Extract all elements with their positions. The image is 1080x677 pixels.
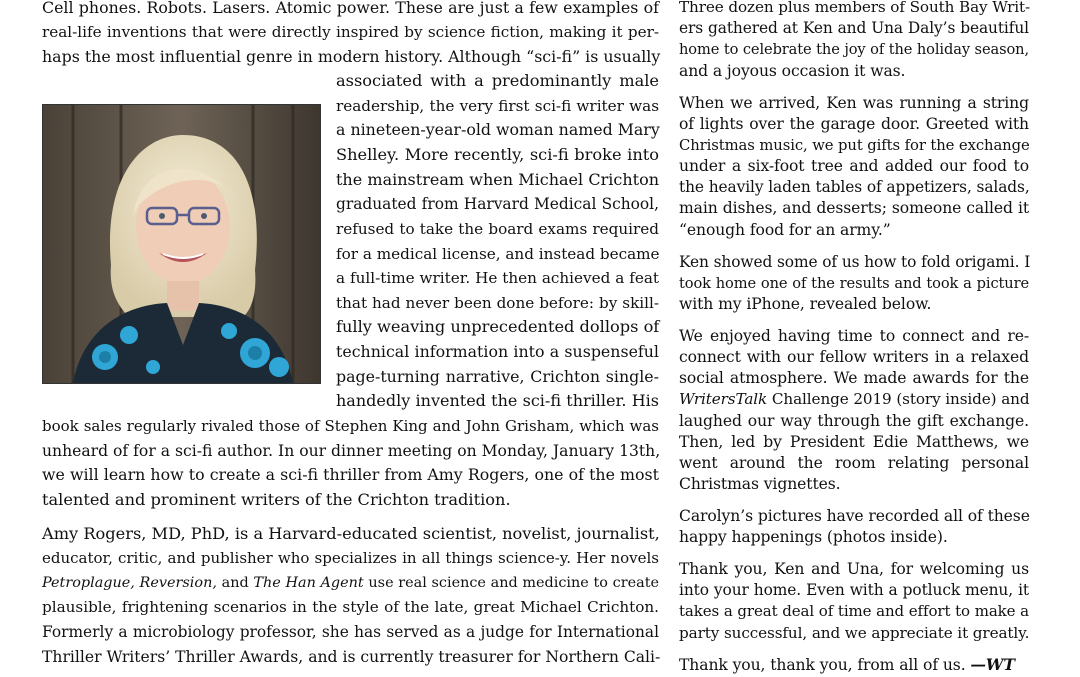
line-text: use real science and medicine to create [363, 575, 659, 591]
article-line: into your home. Even with a potluck menu, it [679, 581, 1029, 599]
conjunction-text: and [216, 575, 254, 591]
article-line: ers gathered at Ken and Una Daly’s beautiful [679, 19, 1029, 37]
article-line: book sales regularly rivaled those of Stephen King and John Grisham, which was [42, 417, 659, 435]
article-line: Carolyn’s pictures have recorded all of these [679, 507, 1030, 525]
closing-text: Thank you, thank you, from all of us. [679, 656, 971, 674]
article-line: plausible, frightening scenarios in the style of the late, great Michael Crichton. [42, 598, 659, 616]
article-line: associated with a predominantly male [336, 71, 659, 90]
article-line: Cell phones. Robots. Lasers. Atomic power. These are just a few examples of [42, 0, 659, 17]
article-line: We enjoyed having time to connect and re- [679, 327, 1029, 345]
article-line: handedly invented the sci-fi thriller. His [336, 391, 659, 410]
article-line: a full-time writer. He then achieved a feat [336, 269, 659, 287]
article-line: we will learn how to create a sci-fi thriller from Amy Rogers, one of the most [42, 465, 659, 484]
article-line: Christmas vignettes. [679, 475, 841, 493]
article-line: for a medical license, and instead became [336, 245, 660, 263]
article-line: Then, led by President Edie Matthews, we [679, 433, 1029, 451]
article-line: Christmas music, we put gifts for the exchange [679, 137, 1030, 154]
article-line: Thank you, Ken and Una, for welcoming us [679, 560, 1029, 578]
article-line: Shelley. More recently, sci-fi broke into [336, 145, 659, 164]
article-line: with my iPhone, revealed below. [679, 295, 932, 313]
article-line: took home one of the results and took a picture [679, 275, 1029, 292]
author-portrait-photo [42, 104, 321, 384]
article-line: happy happenings (photos inside). [679, 528, 948, 546]
article-line: Ken showed some of us how to fold origami. I [679, 253, 1031, 271]
article-line: When we arrived, Ken was running a string [679, 94, 1029, 112]
article-line: that had never been done before: by skill- [336, 294, 659, 312]
book-title: The Han Agent [253, 575, 364, 591]
article-line: Three dozen plus members of South Bay Writ- [679, 0, 1031, 16]
publication-title: WritersTalk [679, 390, 768, 408]
article-line: unheard of for a sci-fi author. In our dinner meeting on Monday, January 13th, [42, 442, 661, 460]
article-line: takes a great deal of time and effort to make a [679, 602, 1029, 620]
article-line: haps the most influential genre in modern history. Although “sci-fi” is usually [42, 47, 661, 66]
article-line: Formerly a microbiology professor, she has served as a judge for International [42, 623, 659, 641]
article-line [679, 389, 1029, 411]
article-line: main dishes, and desserts; someone called it [679, 199, 1029, 217]
article-line: real-life inventions that were directly inspired by science fiction, making it per- [42, 23, 659, 41]
article-line: a nineteen-year-old woman named Mary [336, 120, 660, 139]
article-line: Thriller Writers’ Thriller Awards, and is currently treasurer for Northern Cali- [42, 648, 661, 666]
article-line: home to celebrate the joy of the holiday season, [679, 41, 1029, 58]
article-line: of lights over the garage door. Greeted with [679, 115, 1029, 133]
article-line: the heavily laden tables of appetizers, salads, [679, 178, 1030, 196]
book-title: Petroplague, Reversion, [42, 575, 217, 591]
article-line [42, 571, 659, 595]
article-line: connect with our fellow writers in a relaxed [679, 348, 1029, 366]
article-line: under a six-foot tree and added our food to [679, 157, 1029, 175]
article-line: readership, the very first sci-fi writer was [336, 97, 659, 115]
article-line: technical information into a suspenseful [336, 342, 659, 361]
article-line: graduated from Harvard Medical School, [336, 195, 659, 213]
article-line: educator, critic, and publisher who specializes in all things science-y. Her novels [42, 549, 659, 567]
article-line: page-turning narrative, Crichton single- [336, 367, 659, 386]
article-line: party successful, and we appreciate it greatly. [679, 624, 1030, 642]
article-line: fully weaving unprecedented dollops of [336, 317, 660, 336]
closing-line [679, 654, 1029, 676]
article-line: and a joyous occasion it was. [679, 62, 906, 80]
signature: —WT [970, 655, 1015, 674]
article-line: went around the room relating personal [679, 454, 1029, 472]
article-line: “enough food for an army.” [679, 221, 891, 239]
article-line: talented and prominent writers of the Crichton tradition. [42, 490, 511, 509]
article-line: Amy Rogers, MD, PhD, is a Harvard-educated scientist, novelist, journalist, [42, 524, 660, 543]
article-line: social atmosphere. We made awards for the [679, 369, 1029, 387]
article-line: the mainstream when Michael Crichton [336, 170, 659, 189]
article-line: laughed our way through the gift exchange. [679, 412, 1029, 430]
line-text: Challenge 2019 (story inside) and [767, 390, 1030, 408]
article-line: refused to take the board exams required [336, 220, 659, 238]
portrait-illustration [43, 105, 320, 383]
